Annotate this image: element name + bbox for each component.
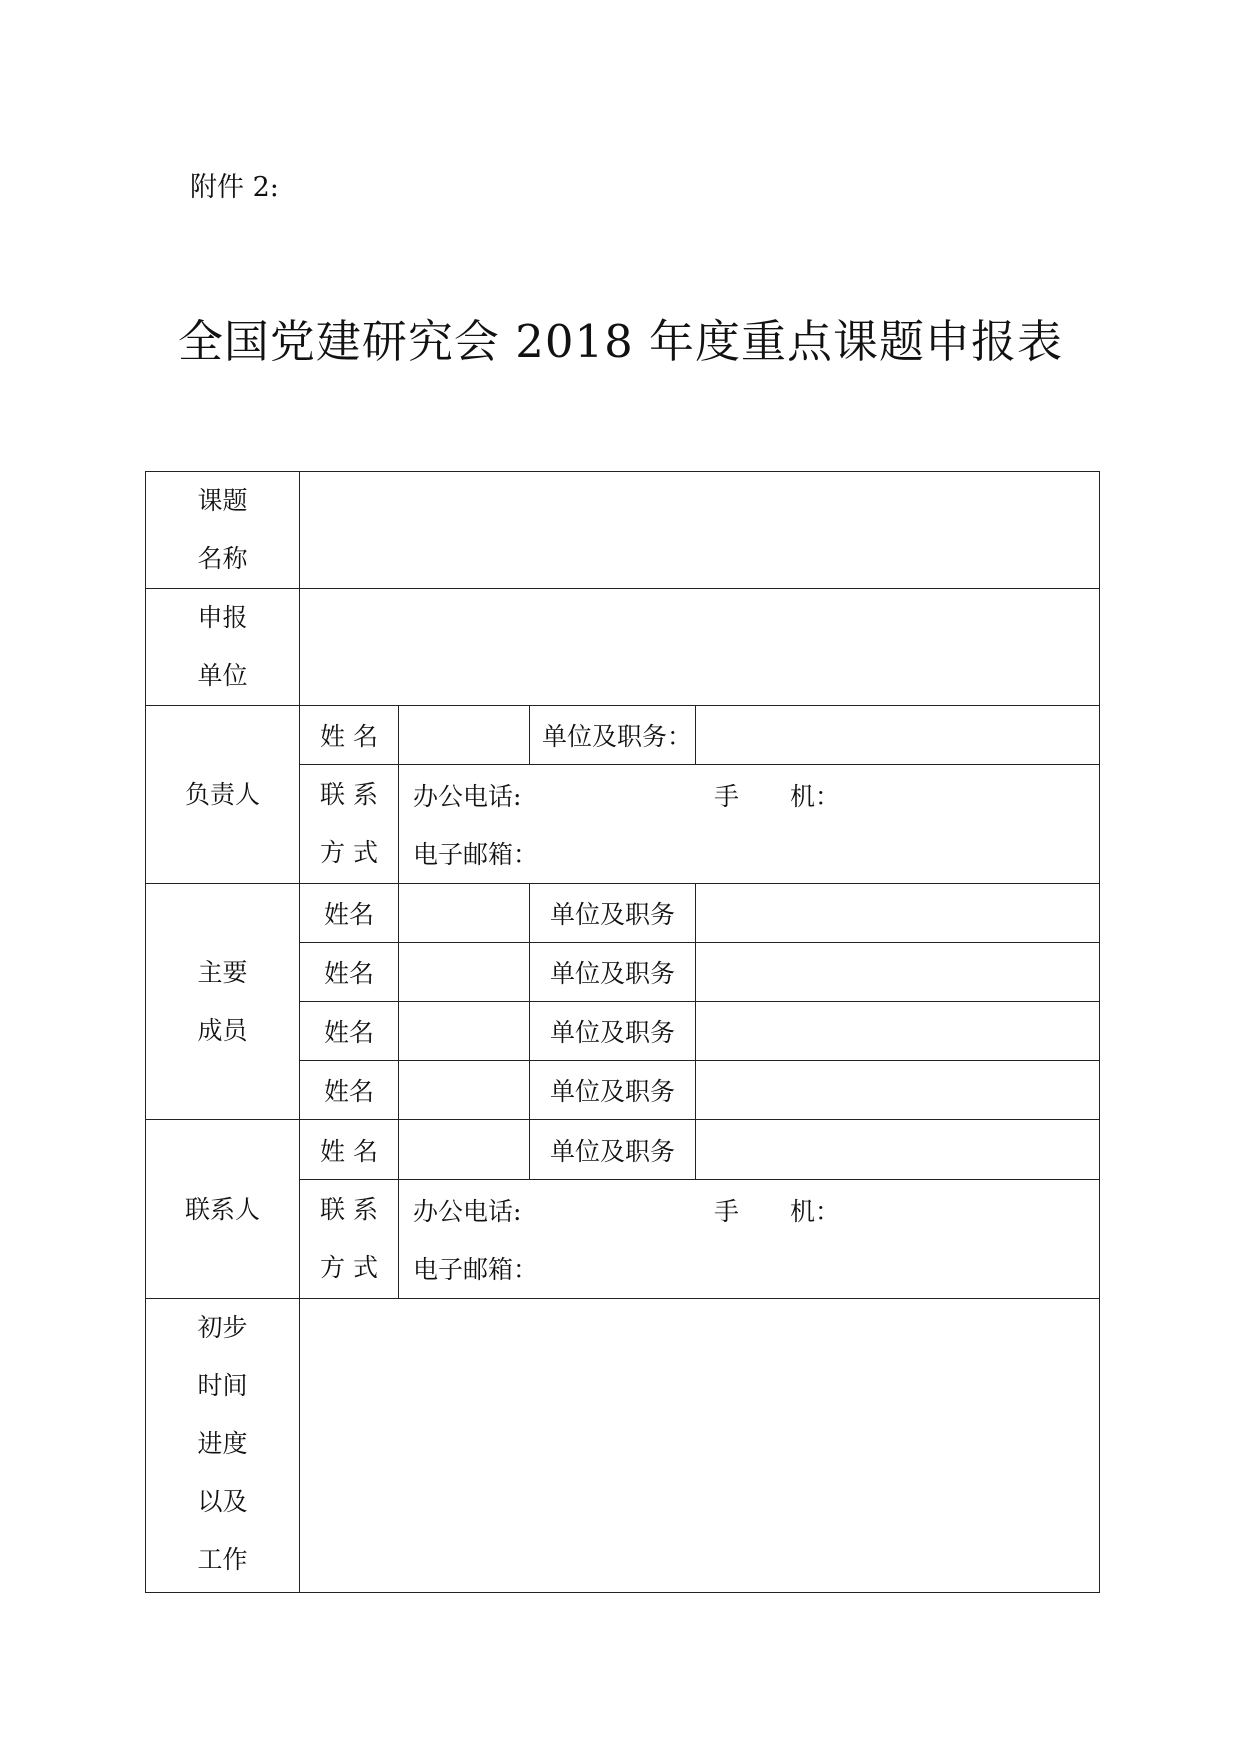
contact-person-label: 联系人 [146,1120,300,1299]
schedule-label-line3: 进度 [197,1429,248,1458]
member-unit-duty-field[interactable] [696,943,1100,1002]
topic-name-field[interactable] [300,472,1100,589]
member-name-label: 姓名 [300,1002,399,1061]
member-name-field[interactable] [399,943,530,1002]
contact-person-contact-label-line2: 方 式 [320,1253,378,1282]
schedule-label-line1: 初步 [197,1313,248,1342]
leader-label: 负责人 [146,706,300,884]
applicant-unit-field[interactable] [300,589,1100,706]
row-topic-name [146,472,1100,589]
leader-mobile-label-char2: 机： [790,782,841,811]
contact-person-contact-label [300,1180,399,1299]
leader-unit-duty-field[interactable] [696,706,1100,765]
schedule-label [146,1299,300,1593]
contact-person-mobile-label-char1: 手 [714,1197,740,1226]
contact-person-contact-label-line1: 联 系 [320,1195,378,1224]
contact-person-name-field[interactable] [399,1120,530,1180]
leader-name-label: 姓 名 [300,706,399,765]
row-schedule [146,1299,1100,1593]
contact-person-unit-duty-field[interactable] [696,1120,1100,1180]
topic-name-label-line2: 名称 [197,544,248,573]
member-name-field[interactable] [399,1002,530,1061]
leader-name-field[interactable] [399,706,530,765]
member-name-field[interactable] [399,884,530,943]
leader-email-label: 电子邮箱： [413,840,539,869]
schedule-label-line5: 工作 [197,1545,248,1574]
schedule-label-line2: 时间 [197,1371,248,1400]
form-title: 全国党建研究会 2018 年度重点课题申报表 [177,315,1064,368]
contact-person-office-phone-label: 办公电话: [413,1197,522,1226]
members-label-line2: 成员 [197,1015,248,1045]
members-label [146,884,300,1120]
row-contact-person-name [146,1120,1100,1180]
member-unit-duty-field[interactable] [696,1061,1100,1120]
applicant-unit-label-line1: 申报 [197,603,248,632]
attachment-label: 附件 2: [190,172,279,203]
member-unit-duty-field[interactable] [696,884,1100,943]
applicant-unit-label [146,589,300,706]
member-unit-duty-label: 单位及职务 [530,943,696,1002]
member-name-label: 姓名 [300,943,399,1002]
member-unit-duty-label: 单位及职务 [530,884,696,943]
topic-name-label [146,472,300,589]
member-unit-duty-label: 单位及职务 [530,1002,696,1061]
applicant-unit-label-line2: 单位 [197,661,248,690]
contact-person-contact-field[interactable] [399,1180,1100,1299]
leader-mobile-label-char1: 手 [714,782,740,811]
leader-office-phone-label: 办公电话: [413,782,522,811]
members-label-line1: 主要 [197,957,248,987]
member-name-field[interactable] [399,1061,530,1120]
schedule-field[interactable] [300,1299,1100,1593]
schedule-label-line4: 以及 [197,1487,248,1516]
member-name-label: 姓名 [300,1061,399,1120]
leader-unit-duty-label: 单位及职务： [530,706,696,765]
topic-name-label-line1: 课题 [197,486,248,515]
leader-contact-label-line1: 联 系 [320,780,378,809]
member-unit-duty-field[interactable] [696,1002,1100,1061]
member-name-label: 姓名 [300,884,399,943]
contact-person-mobile-label-char2: 机： [790,1197,841,1226]
row-leader-name [146,706,1100,765]
member-unit-duty-label: 单位及职务 [530,1061,696,1120]
leader-contact-label-line2: 方 式 [320,838,378,867]
row-member-1 [146,884,1100,943]
leader-contact-field[interactable] [399,765,1100,884]
application-form-table [145,471,1100,1593]
row-applicant-unit [146,589,1100,706]
leader-contact-label [300,765,399,884]
contact-person-email-label: 电子邮箱： [413,1255,539,1284]
contact-person-unit-duty-label: 单位及职务 [530,1120,696,1180]
contact-person-name-label: 姓 名 [300,1120,399,1180]
